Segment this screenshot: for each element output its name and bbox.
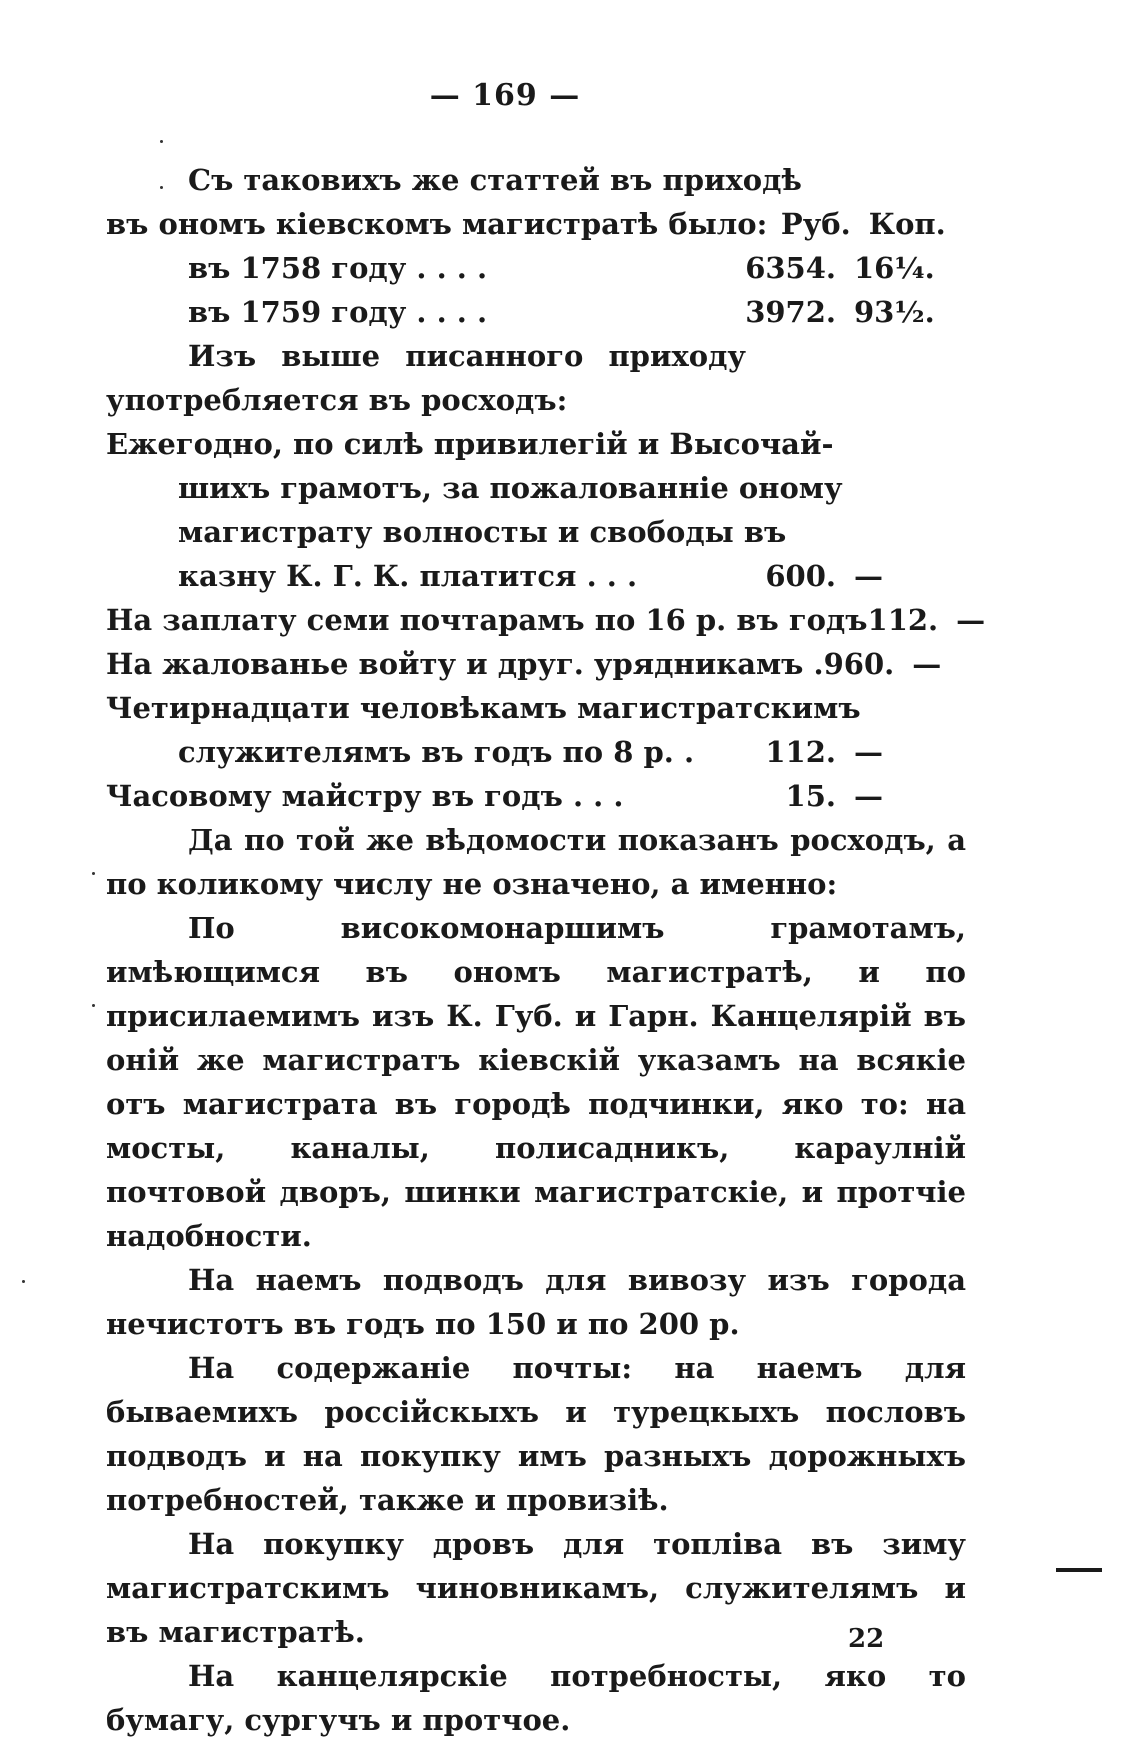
expense-line: служителямъ въ годъ по 8 р. . [178, 735, 695, 769]
income-kop: 93½. [854, 295, 935, 329]
expense-line: магистрату волносты и свободы въ [178, 515, 787, 549]
expense-item [106, 422, 966, 598]
income-row [106, 246, 966, 290]
income-rub: 3972. [745, 295, 836, 329]
intro-row [106, 202, 966, 246]
paragraph: На содержаніе почты: на наемъ для бываемихъ россійскыхъ и турецкыхъ пословъ подводъ и на покупку имъ разныхъ дорожныхъ потребностей, также и провизіѣ. [106, 1351, 966, 1517]
scan-speck [160, 186, 163, 189]
expense-line: казну К. Г. К. платится . . . [178, 559, 638, 593]
scan-speck [92, 1004, 95, 1007]
scan-speck [160, 140, 163, 143]
expense-line: Четирнадцати человѣкамъ магистратскимъ [106, 691, 861, 725]
expense-line: На заплату семи почтарамъ по 16 р. въ годъ [106, 603, 868, 637]
expense-rub: 15. [785, 779, 836, 813]
expense-dash: — [854, 779, 883, 813]
expense-rub: 600. [765, 559, 836, 593]
expense-intro: Изъ выше писанного приходу употребляется въ росходъ: [106, 339, 746, 417]
income-kop: 16¼. [854, 251, 935, 285]
expense-rub: 112. [765, 735, 836, 769]
expense-line: Часовому майстру въ годъ . . . [106, 779, 624, 813]
expense-dash: — [912, 647, 942, 681]
income-label: въ 1758 году . . . . [188, 251, 488, 285]
expense-line: шихъ грамотъ, за пожалованніе оному [178, 471, 843, 505]
signature-mark: 22 [848, 1624, 885, 1654]
expense-item [106, 642, 966, 686]
expense-item [106, 774, 966, 818]
expense-dash: — [854, 735, 883, 769]
margin-rule [1056, 1568, 1102, 1572]
income-rub: 6354. [745, 251, 836, 285]
income-label: въ 1759 году . . . . [188, 295, 488, 329]
column-header-rub: Руб. [780, 207, 851, 241]
page-number: — 169 — [429, 78, 581, 113]
expense-line: Ежегодно, по силѣ привилегій и Высочай- [106, 427, 834, 461]
expense-item [106, 598, 986, 642]
page-body [106, 158, 986, 1742]
expense-rub: 112. [867, 603, 939, 637]
paragraph: На канцелярскіе потребносты, яко то бумагу, сургучъ и протчое. [106, 1659, 966, 1737]
expense-item [106, 686, 966, 774]
paragraph: На наемъ подводъ для вивозу изъ города нечистотъ въ годъ по 150 и по 200 р. [106, 1263, 966, 1341]
paragraph: Да по той же вѣдомости показанъ росходъ, а по коликому числу не означено, а именно: [106, 823, 966, 901]
intro-line-2: въ ономъ кіевскомъ магистратѣ было: [106, 207, 768, 241]
scan-speck [22, 1280, 25, 1283]
income-row [106, 290, 966, 334]
column-header-kop: Коп. [868, 207, 946, 241]
expense-rub: 960. [823, 647, 895, 681]
intro-line-1: Съ таковихъ же статтей въ приходѣ [188, 163, 802, 197]
scan-speck [92, 872, 95, 875]
expense-dash: — [854, 559, 883, 593]
expense-dash: — [956, 603, 986, 637]
paragraph: На покупку дровъ для топліва въ зиму магистратскимъ чиновникамъ, служителямъ и въ магистратѣ. [106, 1527, 966, 1649]
paragraph: По високомонаршимъ грамотамъ, имѣющимся въ ономъ магистратѣ, и по присилаемимъ изъ К. Губ. и Гарн. Канцелярій въ оній же магистратъ кіевскій указамъ на всякіе отъ магистрата въ городѣ подчинки, яко то: на мосты, каналы, полисадникъ, караулній почтовой дворъ, шинки магистратскіе, и протчіе надобности. [106, 911, 966, 1253]
expense-line: На жалованье войту и друг. урядникамъ . [106, 647, 824, 681]
